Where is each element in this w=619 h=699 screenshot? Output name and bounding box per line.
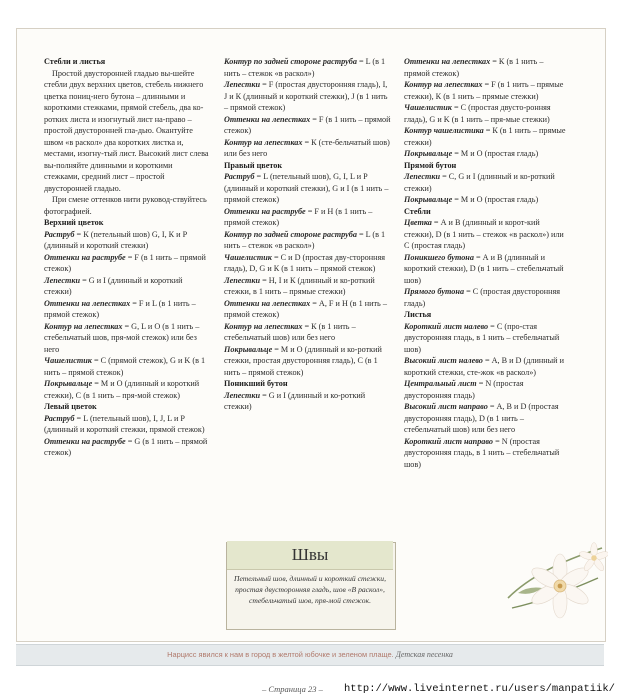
stitch-entry-key: Прямого бутона: [404, 287, 465, 296]
stitch-entry-value: = L (петельный шов), G, I, L и Р (длинный и короткий стежки), G и I (в 1 нить – прямой стежок): [224, 172, 389, 204]
stitch-entry-key: Покрывальце: [404, 195, 453, 204]
stitch-entry: [224, 321, 392, 344]
stitch-entry: [224, 229, 392, 252]
stitch-entry-key: Высокий лист направо: [404, 402, 488, 411]
stitch-entry-value: = С, G и I (длинный и ко-роткий стежки): [404, 172, 555, 193]
stitch-entry-value: = С (прямой стежок), G и K (в 1 нить – прямой стежок): [44, 356, 206, 377]
quote-footer: [16, 644, 604, 666]
stitch-entry-value: = Н, I и К (длинный и ко-роткий стежки, в 1 нить – прямые стежки): [224, 275, 375, 296]
stitch-entry-key: Оттенки на раструбе: [224, 206, 306, 216]
stitch-entry-value: = А и В (длинный и корот-кий стежки), D (в 1 нить – стежок «в раскол») или С (простая гладь): [404, 218, 564, 250]
stitch-entry-key: Контур на лепестках: [224, 321, 303, 331]
stitch-entry: [224, 114, 392, 137]
stitches-box: [226, 542, 396, 630]
stitch-entry-key: Чашелистик: [44, 356, 92, 365]
stitch-entry: [44, 321, 210, 356]
stitch-entry-value: = G (в 1 нить – прямой стежок): [44, 436, 208, 457]
section-heading: Стебли: [404, 206, 431, 216]
section-heading: Верхний цветок: [44, 218, 104, 227]
footer-source: Детская песенка: [395, 650, 453, 659]
source-url[interactable]: http://www.liveinternet.ru/users/manpatiik/: [344, 683, 615, 695]
stitch-entry-value: = F (в 1 нить – прямой стежок): [224, 114, 391, 135]
section-heading: Поникший бутон: [224, 379, 288, 388]
stitch-entry-key: Контур по задней стороне раструба: [224, 57, 357, 66]
section-heading: Стебли и листья: [44, 57, 106, 66]
stitches-box-title: Швы: [227, 541, 393, 570]
stitch-entry-value: = А, F и Н (в 1 нить – прямой стежок): [224, 298, 387, 319]
stitch-entry: [224, 390, 392, 413]
stitch-entry: [404, 436, 566, 471]
narcissus-flower-illustration: [498, 538, 608, 630]
stitch-entry-key: Чашелистик: [224, 252, 272, 262]
stitch-entry-key: Лепестки: [224, 390, 261, 400]
stitch-entry-value: = N (простая двусторонняя гладь, в 1 нить – стебельчатый шов): [404, 436, 560, 469]
stitch-entry: [224, 275, 392, 298]
stitch-entry: [224, 252, 392, 275]
stitch-entry-value: = L (в 1 нить – стежок «в раскол»): [224, 229, 386, 250]
stitch-entry-value: = F (в 1 нить – прямые стежки), К (в 1 нить – прямые стежки): [404, 80, 564, 101]
stitch-entry-key: Оттенки на лепестках: [224, 298, 311, 308]
stitch-entry-key: Покрывальце: [44, 379, 93, 388]
stitch-entry: [224, 137, 392, 160]
stitch-entry: [44, 355, 210, 378]
stitch-entry-key: Покрывальце: [404, 149, 453, 158]
stitch-entry-value: = М и О (простая гладь): [452, 149, 539, 158]
stitch-entry: [224, 79, 392, 114]
stitch-entry: [44, 378, 210, 401]
stitch-entry: [44, 413, 210, 436]
stitch-entry-value: = М и О (длинный и ко-роткий стежки, простая двусторонняя гладь), С (в 1 нить – прямой стежок): [224, 344, 382, 377]
stitch-entry-value: = К (петельный шов) G, I, К и Р (длинный и короткий стежки): [44, 229, 188, 250]
stitch-entry-value: = С (простая двусто-ронняя гладь), G и K (в 1 нить – пря-мые стежки): [404, 103, 551, 124]
stitch-entry: [404, 102, 566, 125]
stitch-entry-key: Раструб: [44, 229, 75, 239]
stitch-entry-value: = С и D (простая дву-сторонняя гладь), D, G и К (в 1 нить – прямой стежок): [224, 252, 386, 273]
paragraph: При смене оттенков нити руковод-ствуйтесь фотографией.: [44, 195, 207, 216]
stitch-entry-key: Лепестки: [44, 275, 81, 285]
stitch-entry-value: = F (простая двусторонняя гладь), I, J и К (длинный и короткий стежки), J (в 1 нить – прямой стежок): [224, 80, 388, 112]
stitch-entry-value: = F и L (в 1 нить – прямой стежок): [44, 298, 196, 319]
stitches-box-text: Петельный шов, длинный и короткий стежки, простая двусторонняя гладь, шов «В раскол», стебельчатый шов, пря-мой стежок.: [234, 574, 386, 605]
stitch-entry-key: Оттенки на лепестках: [224, 114, 311, 124]
stitch-entry: [404, 252, 566, 287]
stitch-entry-key: Контур на лепестках: [404, 80, 483, 89]
page-number: – Страница 23 –: [262, 684, 323, 694]
stitch-entry: [224, 344, 392, 379]
stitch-entry-value: = F и Н (в 1 нить – прямой стежок): [224, 206, 373, 227]
stitch-entry-value: = А, В и D (простая двусторонняя гладь), D (в 1 нить – стебельчатый шов) или без него: [404, 402, 559, 434]
stitch-entry-value: = К (в 1 нить – прямые стежки): [404, 126, 566, 147]
stitch-entry-key: Оттенки на лепестках: [44, 298, 131, 308]
stitch-entry-value: = М и О (простая гладь): [452, 195, 539, 204]
stitch-entry-key: Лепестки: [224, 275, 261, 285]
stitch-entry-key: Цветка: [404, 218, 432, 227]
stitch-entry: [224, 171, 392, 206]
stitch-entry: [404, 286, 566, 309]
stitch-entry-key: Высокий лист налево: [404, 356, 483, 365]
stitch-entry-key: Контур на лепестках: [224, 137, 303, 147]
stitch-entry: [404, 148, 566, 160]
stitch-entry: [404, 171, 566, 194]
stitch-entry: [404, 194, 566, 206]
stitch-entry: [224, 206, 392, 229]
stitch-entry-key: Поникшего бутона: [404, 252, 474, 262]
column-middle: [224, 56, 392, 413]
stitch-entry-key: Лепестки: [224, 80, 261, 89]
stitch-entry: [404, 79, 566, 102]
stitch-entry: [404, 321, 566, 356]
stitch-entry: [404, 125, 566, 148]
stitch-entry: [404, 378, 566, 401]
stitch-entry-key: Лепестки: [404, 172, 441, 181]
stitch-entry-key: Раструб: [224, 172, 255, 181]
stitch-entry-key: Контур на лепестках: [44, 321, 123, 331]
column-left: [44, 56, 210, 459]
stitch-entry-key: Центральный лист: [404, 379, 477, 388]
section-heading: Правый цветок: [224, 160, 283, 170]
stitch-entry-key: Покрывальце: [224, 344, 273, 354]
stitch-entry: [404, 217, 566, 252]
stitch-entry-key: Контур по задней стороне раструба: [224, 229, 357, 239]
stitch-entry-key: Оттенки на лепестках: [404, 57, 491, 66]
stitch-entry-key: Короткий лист налево: [404, 321, 489, 331]
stitch-entry: [224, 298, 392, 321]
stitch-entry-value: = С (простая двусторонняя гладь): [404, 287, 561, 308]
stitch-entry-value: = К (сте-бельчатый шов) или без него: [224, 137, 390, 158]
stitch-entry-key: Контур чашелистика: [404, 126, 484, 135]
stitch-entry: [44, 275, 210, 298]
stitch-entry-value: = G и I (длинный и ко-роткий стежки): [224, 390, 366, 411]
stitch-entry-value: = А и В (длинный и короткий стежки), D (в 1 нить – стебельчатый шов): [404, 252, 564, 285]
stitch-entry-value: = L (петельный шов), I, J, L и Р (длинный и короткий стежки, прямой стежок): [44, 413, 205, 434]
stitch-entry: [404, 355, 566, 378]
paragraph: Простой двусторонней гладью вы-шейте стебли двух верхних цветов, стебель нижнего цветка пониц-него бутона – длинными и короткими стежками, прямой стебель, два ко-ротких листа и изогнутый лист на-право – простой двусторонней гла-дью. Окантуйте швом «в раскол» два коротких листка и, местами, изогну-тый лист. Высокий лист слева вы-полняйте длинными и короткими стежками, средний лист – простой двусторонней гладью.: [44, 68, 209, 193]
stitch-entry-value: = К (в 1 нить – прямой стежок): [404, 57, 544, 78]
stitch-entry: [44, 229, 210, 252]
stitch-entry-value: = С (про-стая двусторонняя гладь, в 1 нить – стебельчатый шов): [404, 321, 560, 354]
section-heading: Листья: [404, 310, 432, 319]
stitch-entry-key: Оттенки на раструбе: [44, 436, 126, 446]
stitch-entry-value: = L (в 1 нить – стежок «в раскол»): [224, 57, 386, 78]
section-heading: Прямой бутон: [404, 160, 457, 170]
stitch-entry-value: = F (в 1 нить – прямой стежок): [44, 252, 206, 273]
stitch-entry-key: Короткий лист направо: [404, 436, 494, 446]
stitch-entry-value: = G и I (длинный и короткий стежки): [44, 275, 183, 296]
stitch-entry-value: = N (простая двусторонняя гладь): [404, 379, 524, 400]
stitch-entry-value: = G, L и O (в 1 нить – стебельчатый шов, пря-мой стежок) или без него: [44, 321, 200, 354]
stitch-entry: [44, 436, 210, 459]
stitch-entry: [404, 401, 566, 436]
stitch-entry-value: = М и О (длинный и короткий стежки), С (в 1 нить – пря-мой стежок): [44, 379, 200, 400]
stitch-entry-key: Оттенки на раструбе: [44, 252, 126, 262]
section-heading: Левый цветок: [44, 402, 97, 411]
stitch-entry: [44, 298, 210, 321]
column-right: [404, 56, 566, 470]
stitch-entry-value: = А, В и D (длинный и короткий стежки, сте-жок «в раскол»): [404, 356, 564, 377]
stitch-entry: [44, 252, 210, 275]
stitch-entry-key: Раструб: [44, 413, 75, 423]
stitch-entry-key: Чашелистик: [404, 103, 452, 112]
stitch-entry-value: = К (в 1 нить – стебельчатый шов) или без него: [224, 321, 356, 342]
footer-quote: Нарцисс явился к нам в город в желтой юбочке и зеленом плаще.: [167, 650, 396, 659]
stitch-entry: [404, 56, 566, 79]
stitch-entry: [224, 56, 392, 79]
